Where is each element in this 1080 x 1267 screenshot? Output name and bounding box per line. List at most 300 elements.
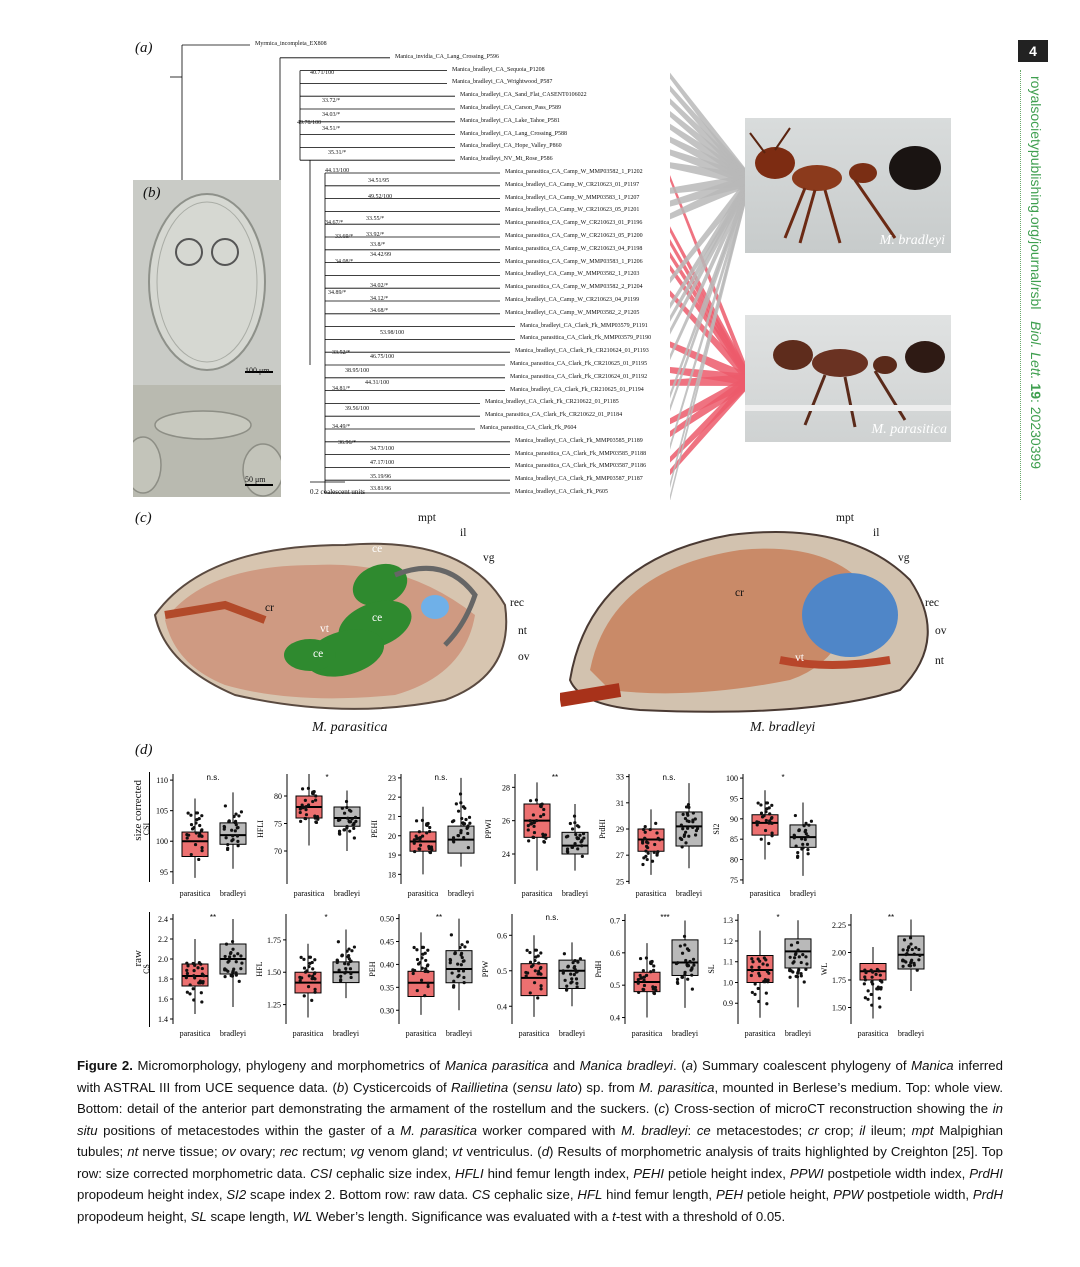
data-point-bradleyi <box>464 818 467 821</box>
label-mpt-left: mpt <box>418 512 436 524</box>
data-point-bradleyi <box>231 834 234 837</box>
x-tick-label-parasitica: parasitica <box>631 1029 663 1038</box>
tree-leaf-label: Manica_bradleyi_CA_Camp_W_CR210623_05_P1201 <box>505 207 640 214</box>
data-point-bradleyi <box>687 803 690 806</box>
data-point-parasitica <box>878 1005 881 1008</box>
data-point-parasitica <box>201 972 204 975</box>
data-point-bradleyi <box>345 950 348 953</box>
data-point-bradleyi <box>573 973 576 976</box>
data-point-parasitica <box>417 962 420 965</box>
label-il-left: il <box>460 527 467 539</box>
data-point-bradleyi <box>226 843 229 846</box>
data-point-parasitica <box>639 957 642 960</box>
data-point-parasitica <box>299 811 302 814</box>
data-point-bradleyi <box>796 975 799 978</box>
data-point-bradleyi <box>231 838 234 841</box>
data-point-bradleyi <box>686 827 689 830</box>
caption-italic: PEHI <box>633 1165 665 1181</box>
data-point-bradleyi <box>788 968 791 971</box>
data-point-bradleyi <box>462 822 465 825</box>
caption-italic: M. parasitica <box>400 1122 477 1138</box>
tree-leaf-label: Manica_bradleyi_CA_Hope_Valley_P860 <box>460 143 562 150</box>
data-point-parasitica <box>415 819 418 822</box>
tree-leaf-label: Manica_bradleyi_CA_Wrightwood_P587 <box>452 79 553 86</box>
y-tick-label: 0.40 <box>380 960 394 970</box>
data-point-bradleyi <box>223 967 226 970</box>
caption-text: propodeum height, <box>77 1208 191 1224</box>
y-tick-label: 22 <box>388 793 396 803</box>
y-axis-label: PPW <box>481 960 490 978</box>
y-axis-label: PrdHI <box>598 819 607 839</box>
data-point-parasitica <box>423 994 426 997</box>
data-point-bradleyi <box>566 847 569 850</box>
data-point-parasitica <box>871 976 874 979</box>
label-rec-left: rec <box>510 597 525 609</box>
data-point-bradleyi <box>576 837 579 840</box>
x-tick-label-bradleyi: bradleyi <box>675 889 703 898</box>
x-tick-label-parasitica: parasitica <box>405 1029 437 1038</box>
box-parasitica <box>521 964 547 996</box>
data-point-bradleyi <box>683 943 686 946</box>
x-tick-label-bradleyi: bradleyi <box>561 889 589 898</box>
tree-node-support: 40.71/100 <box>310 70 335 76</box>
data-point-parasitica <box>647 852 650 855</box>
box-parasitica <box>408 971 434 996</box>
data-point-bradleyi <box>573 842 576 845</box>
tree-leaf-label: Manica_parasitica_CA_Clark_Fk_MMP03587_P1186 <box>515 463 647 470</box>
data-point-parasitica <box>419 844 422 847</box>
data-point-parasitica <box>313 991 316 994</box>
data-point-parasitica <box>529 991 532 994</box>
data-point-bradleyi <box>228 955 231 958</box>
data-point-parasitica <box>185 962 188 965</box>
data-point-parasitica <box>656 852 659 855</box>
journal-volume: 19 <box>1028 383 1044 399</box>
data-point-bradleyi <box>684 817 687 820</box>
data-point-parasitica <box>649 828 652 831</box>
data-point-bradleyi <box>794 952 797 955</box>
data-point-parasitica <box>651 985 654 988</box>
boxplot-wl <box>813 908 953 1053</box>
data-point-parasitica <box>542 808 545 811</box>
data-point-bradleyi <box>692 958 695 961</box>
data-point-parasitica <box>202 980 205 983</box>
caption-text: hind femur length index, <box>483 1165 634 1181</box>
y-tick-label: 0.35 <box>380 983 394 993</box>
tree-node-support: 33.81/96 <box>370 486 392 492</box>
data-point-bradleyi <box>563 952 566 955</box>
data-point-parasitica <box>200 1000 203 1003</box>
x-tick-label-parasitica: parasitica <box>749 889 781 898</box>
label-ce-4: ce <box>313 648 324 660</box>
data-point-bradleyi <box>231 971 234 974</box>
data-point-bradleyi <box>223 828 226 831</box>
data-point-bradleyi <box>575 982 578 985</box>
microct-parasitica <box>145 525 535 720</box>
data-point-bradleyi <box>459 829 462 832</box>
data-point-bradleyi <box>687 806 690 809</box>
tree-leaf-label: Manica_parasitica_CA_Clark_Fk_CR210624_01_P1192 <box>510 373 648 380</box>
data-point-bradleyi <box>688 960 691 963</box>
label-vt-right: vt <box>795 652 804 664</box>
data-point-bradleyi <box>338 830 341 833</box>
data-point-bradleyi <box>461 956 464 959</box>
data-point-parasitica <box>195 818 198 821</box>
data-point-parasitica <box>759 803 762 806</box>
data-point-bradleyi <box>338 818 341 821</box>
data-point-bradleyi <box>796 941 799 944</box>
caption-italic: nt <box>127 1144 139 1159</box>
data-point-parasitica <box>750 957 753 960</box>
tree-node-support: 44.13/100 <box>325 168 350 174</box>
data-point-parasitica <box>307 965 310 968</box>
journal-reference[interactable]: royalsocietypublishing.org/journal/rsbl Biol. Lett. 19: 20230399 <box>1028 76 1044 470</box>
photo-m-parasitica <box>745 315 951 442</box>
data-point-bradleyi <box>235 960 238 963</box>
data-point-parasitica <box>766 963 769 966</box>
data-point-bradleyi <box>338 969 341 972</box>
data-point-bradleyi <box>349 967 352 970</box>
tree-leaf-label: Manica_bradleyi_CA_Clark_Fk_CR210624_01_P1193 <box>515 348 649 355</box>
data-point-parasitica <box>641 840 644 843</box>
data-point-bradleyi <box>917 958 920 961</box>
data-point-bradleyi <box>454 951 457 954</box>
data-point-parasitica <box>426 949 429 952</box>
data-point-bradleyi <box>345 825 348 828</box>
data-point-parasitica <box>187 834 190 837</box>
data-point-bradleyi <box>574 833 577 836</box>
y-tick-label: 80 <box>730 855 738 865</box>
data-point-bradleyi <box>231 975 234 978</box>
data-point-bradleyi <box>804 955 807 958</box>
data-point-bradleyi <box>793 956 796 959</box>
panel-label-a: (a) <box>135 40 153 56</box>
x-tick-label-parasitica: parasitica <box>293 889 325 898</box>
data-point-bradleyi <box>348 820 351 823</box>
data-point-parasitica <box>642 828 645 831</box>
data-point-parasitica <box>196 966 199 969</box>
data-point-parasitica <box>765 819 768 822</box>
tree-leaf-label: Manica_bradleyi_NV_Mt_Rose_P586 <box>460 156 553 163</box>
data-point-parasitica <box>640 976 643 979</box>
tree-leaf-label: Manica_parasitica_CA_Camp_W_CR210623_04_P1198 <box>505 245 643 252</box>
data-point-bradleyi <box>794 814 797 817</box>
tree-node-support: 34.12/* <box>370 296 389 302</box>
caption-italic: HFL <box>577 1187 603 1202</box>
data-point-parasitica <box>542 813 545 816</box>
label-vt-left: vt <box>320 623 329 635</box>
caption-italic: SI2 <box>226 1187 247 1202</box>
y-tick-label: 100 <box>726 774 738 784</box>
significance-label: *** <box>660 913 670 922</box>
data-point-parasitica <box>760 812 763 815</box>
data-point-parasitica <box>867 989 870 992</box>
data-point-bradleyi <box>806 835 809 838</box>
data-point-parasitica <box>539 815 542 818</box>
data-point-parasitica <box>652 991 655 994</box>
caption-italic: HFLI <box>455 1165 484 1181</box>
data-point-parasitica <box>750 974 753 977</box>
data-point-parasitica <box>304 970 307 973</box>
data-point-bradleyi <box>690 974 693 977</box>
data-point-parasitica <box>539 973 542 976</box>
data-point-bradleyi <box>457 969 460 972</box>
data-point-bradleyi <box>230 829 233 832</box>
data-point-bradleyi <box>687 820 690 823</box>
data-point-parasitica <box>304 799 307 802</box>
tree-node-support: 33.8/* <box>370 242 386 248</box>
data-point-bradleyi <box>462 969 465 972</box>
data-point-parasitica <box>758 966 761 969</box>
y-axis-label: PPWI <box>484 819 493 839</box>
data-point-bradleyi <box>791 961 794 964</box>
x-tick-label-parasitica: parasitica <box>292 1029 324 1038</box>
data-point-bradleyi <box>564 979 567 982</box>
y-tick-label: 2.0 <box>158 955 168 964</box>
data-point-bradleyi <box>339 979 342 982</box>
caption-italic: Manica bradleyi <box>579 1058 673 1073</box>
data-point-parasitica <box>877 969 880 972</box>
data-point-bradleyi <box>238 980 241 983</box>
data-point-bradleyi <box>462 836 465 839</box>
journal-abbrev: Biol. Lett. <box>1028 321 1044 380</box>
data-point-parasitica <box>428 850 431 853</box>
data-point-parasitica <box>186 836 189 839</box>
tree-node-support: 35.31/* <box>328 150 347 156</box>
tree-node-support: 44.31/100 <box>365 380 390 386</box>
data-point-parasitica <box>757 1000 760 1003</box>
data-point-bradleyi <box>582 832 585 835</box>
data-point-parasitica <box>200 991 203 994</box>
data-point-parasitica <box>185 969 188 972</box>
data-point-parasitica <box>303 966 306 969</box>
caption-text: Malpighian tubules; <box>77 1122 1004 1159</box>
data-point-parasitica <box>864 996 867 999</box>
data-point-parasitica <box>645 956 648 959</box>
data-point-parasitica <box>530 965 533 968</box>
y-tick-label: 19 <box>388 851 396 861</box>
data-point-bradleyi <box>683 833 686 836</box>
data-point-bradleyi <box>571 846 574 849</box>
data-point-parasitica <box>421 835 424 838</box>
data-point-parasitica <box>642 969 645 972</box>
data-point-bradleyi <box>456 963 459 966</box>
data-point-bradleyi <box>810 820 813 823</box>
data-point-bradleyi <box>796 856 799 859</box>
data-point-parasitica <box>198 981 201 984</box>
label-cr-right: cr <box>735 587 744 599</box>
caption-italic: t <box>612 1208 616 1224</box>
data-point-bradleyi <box>565 984 568 987</box>
data-point-parasitica <box>300 976 303 979</box>
x-tick-label-bradleyi: bradleyi <box>332 1029 360 1038</box>
data-point-bradleyi <box>692 964 695 967</box>
data-point-parasitica <box>763 980 766 983</box>
data-point-parasitica <box>189 983 192 986</box>
y-tick-label: 27 <box>616 851 624 861</box>
data-point-parasitica <box>539 951 542 954</box>
cysticercoid-detail-view <box>133 385 281 497</box>
data-point-parasitica <box>311 967 314 970</box>
data-point-bradleyi <box>909 942 912 945</box>
data-point-bradleyi <box>341 807 344 810</box>
y-tick-label: 1.1 <box>723 957 733 967</box>
data-point-bradleyi <box>805 832 808 835</box>
data-point-parasitica <box>764 958 767 961</box>
data-point-bradleyi <box>909 964 912 967</box>
data-point-parasitica <box>428 830 431 833</box>
data-point-bradleyi <box>344 970 347 973</box>
data-point-bradleyi <box>226 961 229 964</box>
caption-label: Figure 2. <box>77 1058 133 1073</box>
caption-text: Weber’s length. Significance was evaluated with a <box>312 1208 613 1224</box>
y-tick-label: 24 <box>502 850 510 859</box>
data-point-parasitica <box>652 969 655 972</box>
data-point-parasitica <box>313 814 316 817</box>
data-point-bradleyi <box>466 832 469 835</box>
data-point-bradleyi <box>692 811 695 814</box>
y-tick-label: 31 <box>616 798 624 808</box>
data-point-parasitica <box>301 787 304 790</box>
data-point-bradleyi <box>449 961 452 964</box>
significance-label: ** <box>551 773 559 782</box>
significance-label: ** <box>887 913 895 922</box>
data-point-parasitica <box>863 968 866 971</box>
data-point-parasitica <box>750 966 753 969</box>
data-point-parasitica <box>531 836 534 839</box>
data-point-bradleyi <box>463 945 466 948</box>
data-point-bradleyi <box>902 948 905 951</box>
tree-leaf-label: Manica_bradleyi_CA_Sequoia_P1208 <box>452 66 545 73</box>
data-point-bradleyi <box>687 949 690 952</box>
data-point-bradleyi <box>573 821 576 824</box>
data-point-parasitica <box>412 972 415 975</box>
data-point-parasitica <box>193 969 196 972</box>
label-ce-3: ce <box>372 543 383 555</box>
data-point-parasitica <box>766 801 769 804</box>
caption-text: Micromorphology, phylogeny and morphometrics of <box>132 1058 445 1073</box>
data-point-bradleyi <box>349 972 352 975</box>
x-tick-label-parasitica: parasitica <box>518 1029 550 1038</box>
tree-leaf-label: Manica_parasitica_CA_Camp_W_CR210623_01_P1196 <box>505 220 643 227</box>
data-point-parasitica <box>415 948 418 951</box>
caption-italic: CSI <box>310 1165 333 1181</box>
data-point-bradleyi <box>686 814 689 817</box>
data-point-parasitica <box>421 819 424 822</box>
data-point-bradleyi <box>467 846 470 849</box>
y-tick-label: 2.4 <box>158 915 168 924</box>
tree-node-support: 34.89/* <box>328 290 347 296</box>
tree-leaf-label: Manica_bradleyi_CA_Camp_W_CR210623_01_P1197 <box>505 181 640 188</box>
data-point-bradleyi <box>451 971 454 974</box>
tree-leaf-label: Manica_bradleyi_CA_Lake_Tahoe_P581 <box>460 117 560 124</box>
data-point-bradleyi <box>907 945 910 948</box>
x-tick-label-bradleyi: bradleyi <box>447 889 475 898</box>
x-tick-label-parasitica: parasitica <box>521 889 553 898</box>
data-point-bradleyi <box>457 834 460 837</box>
data-point-parasitica <box>308 974 311 977</box>
y-tick-label: 0.50 <box>380 914 394 924</box>
data-point-bradleyi <box>676 982 679 985</box>
tree-node-support: 39.56/100 <box>345 406 370 412</box>
y-axis-label: PEH <box>368 961 377 977</box>
tree-scale-label: 0.2 coalescent units <box>310 488 366 496</box>
y-tick-label: 20 <box>388 831 396 841</box>
caption-text: petiole height index, <box>664 1165 790 1181</box>
data-point-parasitica <box>313 988 316 991</box>
data-point-bradleyi <box>235 823 238 826</box>
data-point-bradleyi <box>694 817 697 820</box>
tree-node-support: 34.42/99 <box>370 252 392 258</box>
data-point-bradleyi <box>344 967 347 970</box>
data-point-bradleyi <box>686 964 689 967</box>
data-point-bradleyi <box>459 801 462 804</box>
data-point-bradleyi <box>229 951 232 954</box>
tree-leaf-label: Manica_bradleyi_CA_Sand_Flat_CASENT0106022 <box>460 92 587 99</box>
data-point-bradleyi <box>457 810 460 813</box>
x-tick-label-parasitica: parasitica <box>179 1029 211 1038</box>
data-point-parasitica <box>879 979 882 982</box>
y-tick-label: 2.25 <box>832 921 846 930</box>
data-point-parasitica <box>770 822 773 825</box>
tree-node-support: 34.81/* <box>332 386 351 392</box>
data-point-parasitica <box>425 831 428 834</box>
data-point-parasitica <box>654 822 657 825</box>
y-axis-label: SL <box>707 964 716 974</box>
data-point-parasitica <box>527 828 530 831</box>
data-point-bradleyi <box>232 967 235 970</box>
data-point-parasitica <box>866 998 869 1001</box>
data-point-parasitica <box>190 823 193 826</box>
caption-text: crop; <box>818 1122 860 1138</box>
caption-text: scape length, <box>206 1208 293 1224</box>
species-label-bradleyi: M. bradleyi <box>879 233 945 248</box>
data-point-parasitica <box>653 851 656 854</box>
data-point-parasitica <box>652 964 655 967</box>
data-point-parasitica <box>304 808 307 811</box>
data-point-bradleyi <box>581 855 584 858</box>
y-tick-label: 23 <box>388 773 396 783</box>
tree-leaf-label: Manica_bradleyi_CA_Camp_W_MMP03583_1_P1207 <box>505 194 640 201</box>
data-point-bradleyi <box>571 827 574 830</box>
panel-label-c: (c) <box>135 510 152 526</box>
data-point-bradleyi <box>803 980 806 983</box>
label-il-right: il <box>873 527 880 539</box>
x-tick-label-bradleyi: bradleyi <box>789 889 817 898</box>
tree-node-support: 33.72/* <box>322 98 341 104</box>
data-point-bradleyi <box>350 976 353 979</box>
x-tick-label-parasitica: parasitica <box>857 1029 889 1038</box>
data-point-bradleyi <box>236 952 239 955</box>
data-point-bradleyi <box>901 958 904 961</box>
data-point-parasitica <box>200 814 203 817</box>
data-point-parasitica <box>533 959 536 962</box>
data-point-parasitica <box>880 986 883 989</box>
journal-url[interactable]: royalsocietypublishing.org/journal/rsbl <box>1028 76 1044 310</box>
data-point-bradleyi <box>570 980 573 983</box>
data-point-bradleyi <box>571 961 574 964</box>
y-axis-label: CS <box>142 964 151 974</box>
data-point-parasitica <box>200 849 203 852</box>
caption-text: propodeum height index, <box>77 1187 227 1202</box>
data-point-bradleyi <box>463 981 466 984</box>
data-point-bradleyi <box>450 933 453 936</box>
data-point-bradleyi <box>339 975 342 978</box>
tree-node-support: 34.03/* <box>322 112 341 118</box>
data-point-parasitica <box>874 973 877 976</box>
x-tick-label-bradleyi: bradleyi <box>558 1029 586 1038</box>
x-tick-label-bradleyi: bradleyi <box>219 1029 247 1038</box>
